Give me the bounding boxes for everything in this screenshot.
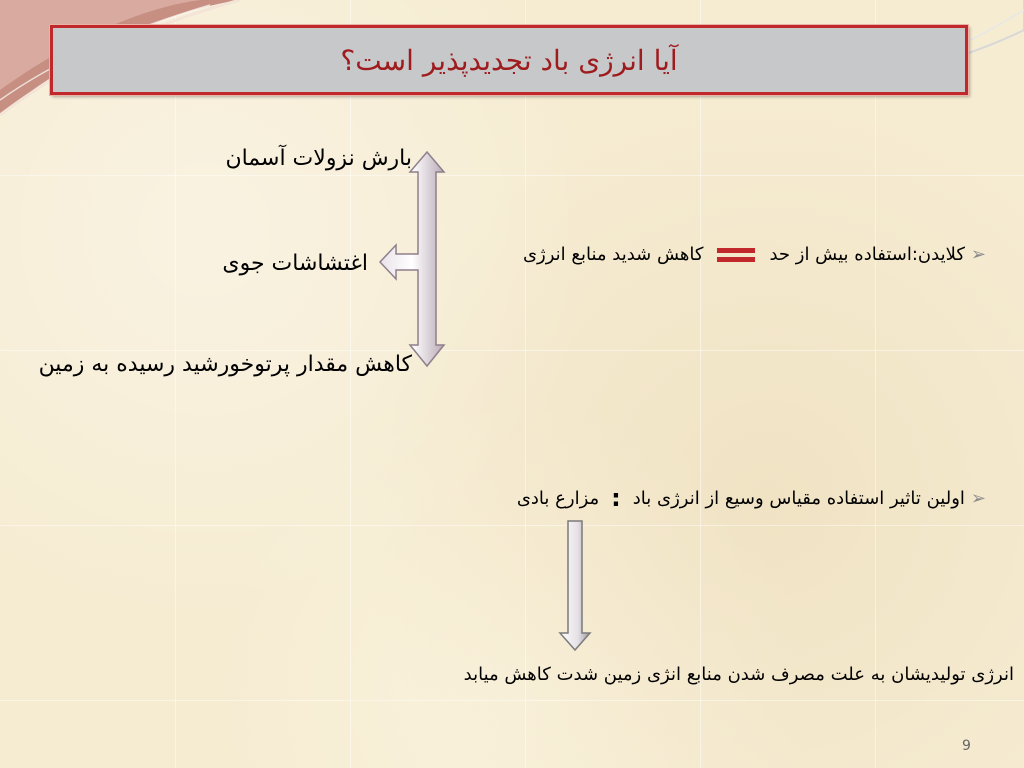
bullet-text: اولین تاثیر استفاده مقیاس وسیع از انرژی باد [632, 487, 965, 509]
bullet-text: کلایدن:استفاده بیش از حد [769, 244, 965, 265]
effect-label-solar-reduction: کاهش مقدار پرتوخورشید رسیده به زمین [38, 352, 412, 377]
page-number: 9 [962, 738, 971, 754]
down-arrow-icon [560, 521, 590, 650]
page-title: آیا انرژی باد تجدیدپذیر است؟ [340, 43, 678, 77]
result-text: انرژی تولیدیشان به علت مصرف شدن منابع انژی زمین شدت کاهش میابد [463, 664, 1014, 685]
colon-separator: : [611, 484, 621, 512]
bullet-item-kleidon [523, 244, 986, 265]
double-arrow-icon [380, 152, 444, 366]
arrow-bullet-icon: ➢ [970, 244, 986, 265]
effect-label-precipitation: بارش نزولات آسمان [225, 146, 412, 171]
bullet-text: مزارع بادی [516, 487, 600, 509]
bullet-item-wind-farms [517, 484, 986, 512]
bullet-text: کاهش شدید منابع انرژی [522, 244, 704, 265]
arrow-bullet-icon: ➢ [970, 487, 986, 509]
equals-icon [717, 246, 755, 264]
effect-label-turbulence: اغتشاشات جوی [222, 251, 368, 276]
